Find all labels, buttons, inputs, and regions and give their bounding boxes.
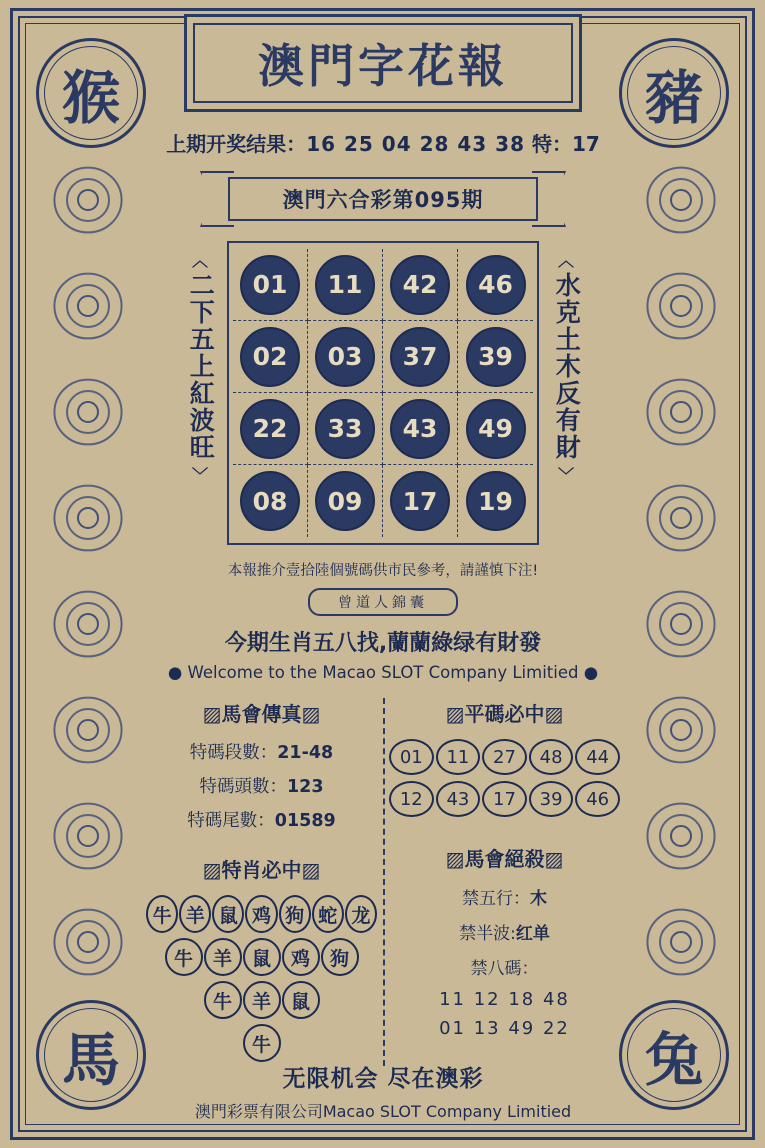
number-ball[interactable]: 01 [240,255,300,315]
left-column [140,698,383,1078]
special-head-label: 特碼頭數： [199,777,287,797]
ornament-motif [631,680,727,776]
right-ornament-column [631,150,727,1000]
footer-slogan: 无限机会 尽在澳彩 [282,1066,484,1092]
ban-eight-codes-row: 01 13 49 22 [439,1018,570,1039]
flat-code-chip[interactable]: 27 [482,739,527,775]
ornament-motif [38,892,134,988]
ornament-motif [631,786,727,882]
zodiac-chip[interactable]: 鼠 [243,938,281,976]
ban-five-elements-value: 木 [530,889,547,909]
number-cell[interactable] [308,249,383,321]
ornament-motif [631,574,727,670]
ornament-motif [38,680,134,776]
number-cell[interactable] [458,393,533,465]
issue-banner-text: 澳門六合彩第095期 [282,188,484,212]
number-ball[interactable]: 37 [390,327,450,387]
number-cell[interactable] [233,249,308,321]
number-ball[interactable]: 03 [315,327,375,387]
special-number-value: 17 [571,132,600,156]
disclaimer-note: 本報推介壹拾陸個號碼供市民參考，請謹慎下注! [227,563,539,579]
section-title-flat-code: ▨平碼必中▨ [445,702,564,726]
footer-company: 澳門彩票有限公司Macao SLOT Company Limitied [194,1102,572,1121]
zodiac-medallion-label: 豬 [644,64,703,132]
number-cell[interactable] [233,393,308,465]
left-vertical-slogan-text: 二下五上紅波旺 [186,271,216,461]
zodiac-medallion-bottom-left [36,1000,146,1110]
section-title-horse-kill: ▨馬會絕殺▨ [445,847,564,871]
number-cell[interactable] [458,249,533,321]
zodiac-chip[interactable]: 牛 [146,895,178,933]
number-ball[interactable]: 09 [315,471,375,531]
number-cell[interactable] [383,321,458,393]
flat-code-chip[interactable]: 01 [389,739,434,775]
zodiac-chip[interactable]: 牛 [165,938,203,976]
ban-eight-codes-row: 11 12 18 48 [439,989,570,1010]
number-ball[interactable]: 33 [315,399,375,459]
number-cell[interactable] [458,321,533,393]
ban-five-elements-label: 禁五行： [462,889,530,909]
zodiac-row [146,938,377,976]
welcome-text: ● Welcome to the Macao SLOT Company Limitied ● [167,663,599,682]
ornament-motif [631,150,727,246]
ornament-motif [631,892,727,988]
number-grid-inner [233,249,533,537]
zodiac-chip[interactable]: 鸡 [245,895,277,933]
number-ball[interactable]: 19 [466,471,526,531]
zodiac-chip[interactable]: 鼠 [212,895,244,933]
footer [140,1060,626,1122]
ornament-motif [38,256,134,352]
special-range-value: 21-48 [277,743,334,763]
two-column-section [140,698,626,1078]
zodiac-row [146,981,377,1019]
number-ball[interactable]: 39 [466,327,526,387]
number-cell[interactable] [383,393,458,465]
zodiac-chip[interactable]: 狗 [321,938,359,976]
zodiac-chip[interactable]: 鸡 [282,938,320,976]
zodiac-chip[interactable]: 牛 [243,1024,281,1062]
main-content [140,14,626,1078]
zodiac-medallion-top-right [619,38,729,148]
number-cell[interactable] [233,465,308,537]
special-range-label: 特碼段數： [189,743,278,763]
flat-code-chip[interactable]: 39 [529,781,574,817]
zodiac-chip[interactable]: 羊 [243,981,281,1019]
ornament-motif [38,574,134,670]
zodiac-medallion-bottom-right [619,1000,729,1110]
flat-code-chip[interactable]: 11 [436,739,481,775]
zodiac-medallion-top-left [36,38,146,148]
right-column [383,698,626,1078]
flat-code-chip[interactable]: 17 [482,781,527,817]
left-ornament-column [38,150,134,1000]
number-ball[interactable]: 46 [466,255,526,315]
number-ball[interactable]: 43 [390,399,450,459]
zodiac-chip[interactable]: 羊 [179,895,211,933]
ban-half-wave-row [389,919,620,944]
special-number-label: 特： [531,132,572,156]
previous-draw-numbers: 16 25 04 28 43 38 [306,132,525,156]
special-head-value: 123 [286,777,324,797]
section-title-horse-fax: ▨馬會傳真▨ [202,702,321,726]
number-cell[interactable] [308,321,383,393]
ornament-motif [631,468,727,564]
chevron-up-icon: ︿ [191,251,208,270]
number-cell[interactable] [383,249,458,321]
ornament-motif [631,256,727,352]
ban-five-elements-row [389,884,620,909]
ban-half-wave-label: 禁半波: [459,924,516,944]
ornament-motif [38,150,134,246]
number-cell[interactable] [308,393,383,465]
special-tail-row [146,807,377,832]
chevron-up-icon: ︿ [557,251,574,270]
number-ball[interactable]: 49 [466,399,526,459]
zodiac-chip[interactable]: 牛 [204,981,242,1019]
previous-draw-label: 上期开奖结果： [166,132,307,156]
flat-code-row [389,739,620,775]
number-grid [227,241,539,545]
zodiac-medallion-label: 猴 [61,64,120,132]
number-cell[interactable] [233,321,308,393]
number-ball[interactable]: 17 [390,471,450,531]
previous-draw-result [140,128,626,157]
special-head-row [146,773,377,798]
zodiac-chip[interactable]: 狗 [279,895,311,933]
number-ball[interactable]: 02 [240,327,300,387]
flat-code-chip[interactable]: 12 [389,781,434,817]
numbers-section [140,241,626,545]
flat-code-row [389,781,620,817]
special-tail-value: 01589 [274,811,336,831]
number-cell[interactable] [458,465,533,537]
flat-code-chip[interactable]: 43 [436,781,481,817]
zodiac-chip[interactable]: 羊 [204,938,242,976]
page-title: 澳門字花報 [258,39,508,93]
number-ball[interactable]: 22 [240,399,300,459]
flat-code-chip[interactable]: 44 [575,739,620,775]
flat-code-chip[interactable]: 46 [575,781,620,817]
zodiac-chip[interactable]: 蛇 [312,895,344,933]
chevron-down-icon: ﹀ [557,466,574,486]
zodiac-chip[interactable]: 龙 [345,895,377,933]
zodiac-medallion-label: 馬 [61,1026,120,1094]
ornament-motif [38,362,134,458]
title-plaque [184,14,582,112]
ornament-motif [38,786,134,882]
zodiac-row [146,1024,377,1062]
number-ball[interactable]: 08 [240,471,300,531]
ornament-motif [631,362,727,458]
issue-banner [200,171,566,227]
chevron-down-icon: ﹀ [191,466,208,486]
flat-code-chip[interactable]: 48 [529,739,574,775]
number-cell[interactable] [308,465,383,537]
right-vertical-slogan-text: 水克土木反有財 [552,271,582,461]
right-vertical-slogan [539,241,593,485]
zodiac-slogan: 今期生肖五八找,蘭蘭綠绿有財發 [224,631,542,656]
left-vertical-slogan [173,241,227,485]
ornament-motif [38,468,134,564]
issue-banner-body [228,177,538,221]
seal-badge: 曾道人錦囊 [308,588,458,616]
special-tail-label: 特碼尾數： [187,811,275,831]
ban-half-wave-value: 红单 [515,924,550,944]
number-ball[interactable]: 42 [390,255,450,315]
ban-eight-codes-label: 禁八碼： [470,959,539,979]
number-cell[interactable] [383,465,458,537]
zodiac-row [146,895,377,933]
special-range-row [146,739,377,764]
zodiac-medallion-label: 兔 [644,1026,703,1094]
zodiac-chip[interactable]: 鼠 [282,981,320,1019]
section-title-special-zodiac: ▨特肖必中▨ [202,858,321,882]
number-ball[interactable]: 11 [315,255,375,315]
